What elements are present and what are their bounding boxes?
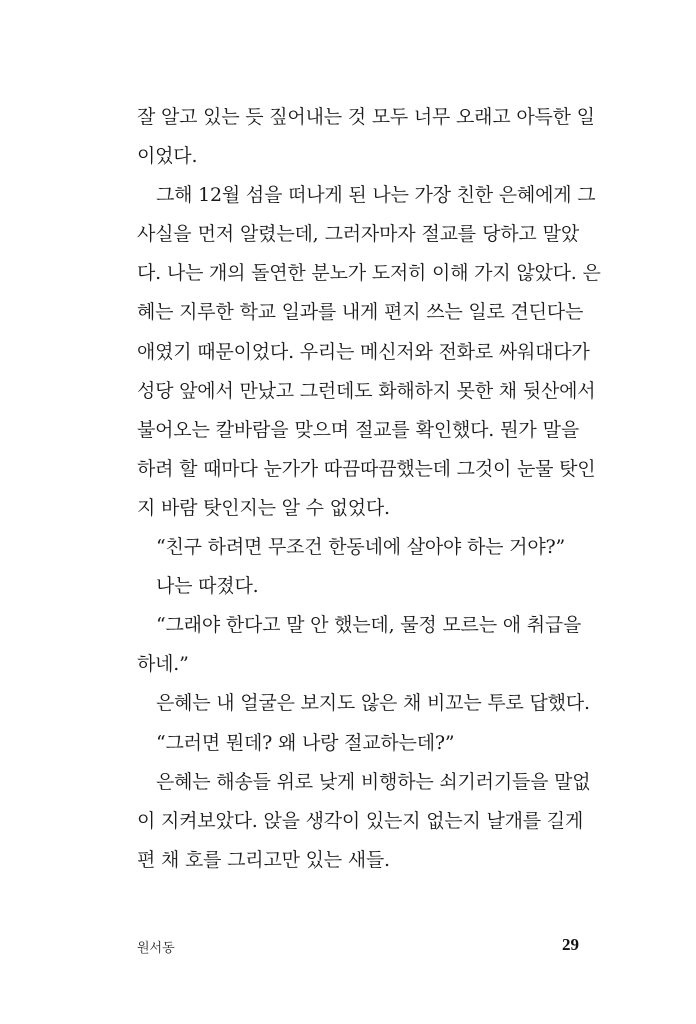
text-line: 편 채 호를 그리고만 있는 새들. [137, 848, 390, 871]
text-line: 하네.” [137, 653, 189, 676]
text-line: 지 바람 탓인지는 알 수 없었다. [137, 496, 390, 519]
running-title: 원서동 [137, 941, 175, 956]
text-line: 애였기 때문이었다. 우리는 메신저와 전화로 싸워대다가 [137, 340, 590, 363]
text-line: 그해 12월 섬을 떠나게 된 나는 가장 친한 은혜에게 그 [156, 184, 596, 207]
text-line: 불어오는 칼바람을 맞으며 절교를 확인했다. 뭔가 말을 [137, 418, 579, 441]
text-line: 성당 앞에서 만났고 그런데도 화해하지 못한 채 뒷산에서 [137, 379, 596, 402]
text-line: “그러면 뭔데? 왜 나랑 절교하는데?” [156, 731, 455, 754]
page-footer [137, 937, 579, 961]
text-line: “친구 하려면 무조건 한동네에 살아야 하는 거야?” [156, 536, 565, 559]
text-line: 은혜는 해송들 위로 낮게 비행하는 쇠기러기들을 말없 [156, 770, 591, 793]
text-line: 잘 알고 있는 듯 짚어내는 것 모두 너무 오래고 아득한 일 [137, 106, 595, 128]
text-line: 나는 따졌다. [156, 575, 259, 598]
text-line: 하려 할 때마다 눈가가 따끔따끔했는데 그것이 눈물 탓인 [137, 457, 596, 480]
text-line: “그래야 한다고 말 안 했는데, 물정 모르는 애 취급을 [156, 614, 582, 637]
body-text [137, 98, 601, 880]
page-number: 29 [562, 935, 579, 954]
text-line: 은혜는 내 얼굴은 보지도 않은 채 비꼬는 투로 답했다. [156, 692, 590, 715]
text-line: 사실을 먼저 알렸는데, 그러자마자 절교를 당하고 말았 [137, 223, 579, 246]
text-line: 이었다. [137, 145, 198, 168]
text-line: 이 지켜보았다. 앉을 생각이 있는지 없는지 날개를 길게 [137, 809, 584, 832]
text-line: 다. 나는 개의 돌연한 분노가 도저히 이해 가지 않았다. 은 [137, 262, 601, 285]
text-line: 혜는 지루한 학교 일과를 내게 편지 쓰는 일로 견딘다는 [137, 301, 584, 324]
